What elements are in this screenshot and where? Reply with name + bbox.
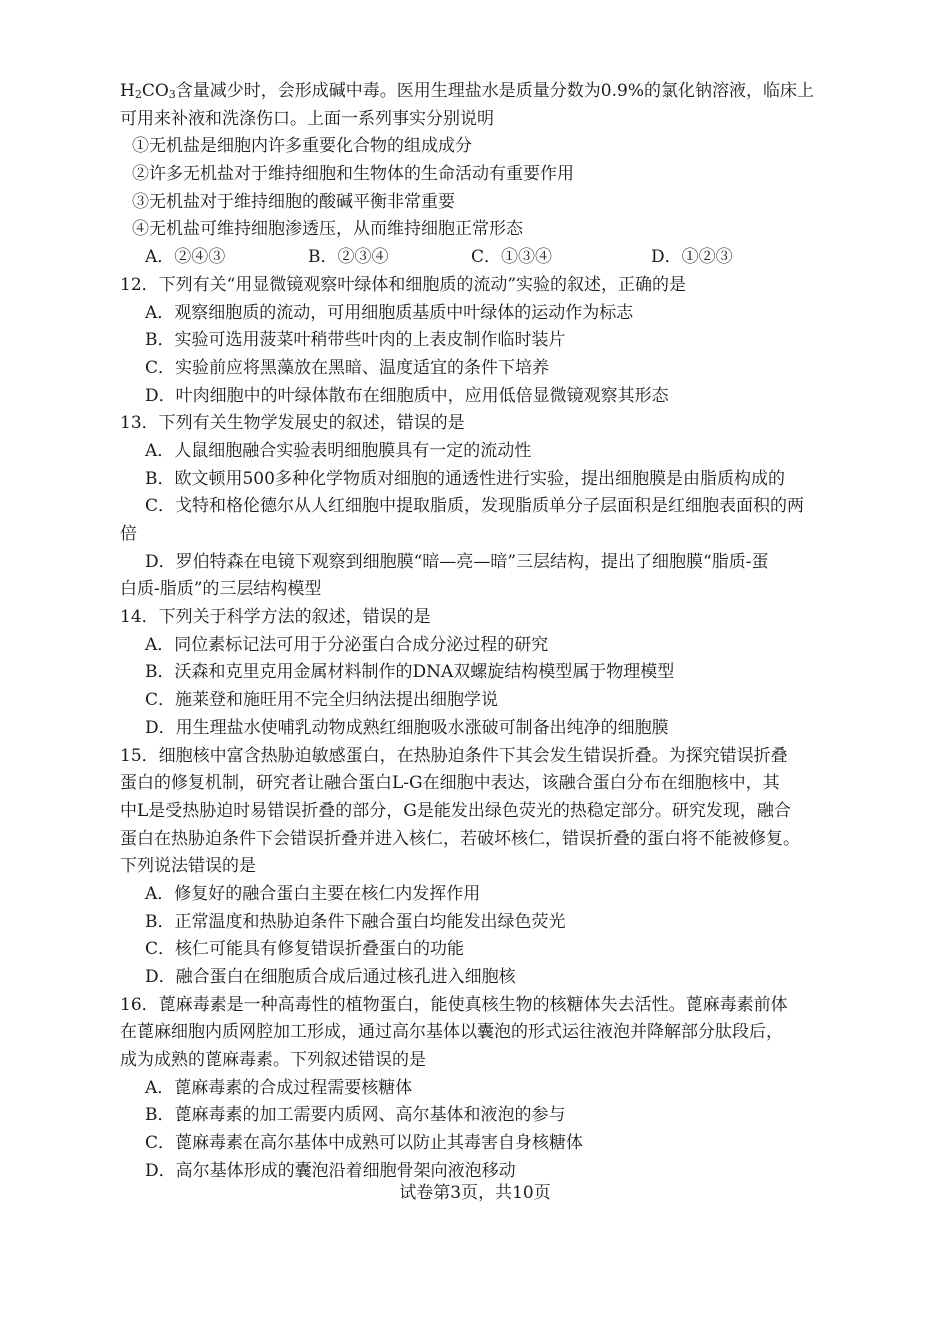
q14-stem: 14．下列关于科学方法的叙述，错误的是 [120,607,431,628]
statement-1: ①无机盐是细胞内许多重要化合物的组成成分 [132,136,472,157]
intro-line-2: 可用来补液和洗涤伤口。上面一系列事实分别说明 [120,108,494,129]
q15-stem-line-1: 15．细胞核中富含热胁迫敏感蛋白，在热胁迫条件下其会发生错误折叠。为探究错误折叠 [120,745,788,766]
choice-d: D．①②③ [651,247,733,268]
choice-b: B．②③④ [308,247,389,268]
q15-option-c: C．核仁可能具有修复错误折叠蛋白的功能 [145,939,465,960]
intro-line-1 [120,78,840,106]
q15-stem-line-3: 中L是受热胁迫时易错误折叠的部分，G是能发出绿色荧光的热稳定部分。研究发现，融合 [120,800,791,821]
q13-option-d-line-2: 白质-脂质”的三层结构模型 [120,579,322,600]
q13-stem: 13．下列有关生物学发展史的叙述，错误的是 [120,413,465,434]
q13-option-b: B．欧文顿用500多种化学物质对细胞的通透性进行实验，提出细胞膜是由脂质构成的 [145,468,785,489]
q13-option-d-line-1: D．罗伯特森在电镜下观察到细胞膜“暗—亮—暗”三层结构，提出了细胞膜“脂质-蛋 [145,551,769,572]
q15-option-b: B．正常温度和热胁迫条件下融合蛋白均能发出绿色荧光 [145,911,566,932]
q16-option-c: C．蓖麻毒素在高尔基体中成熟可以防止其毒害自身核糖体 [145,1133,584,1154]
chem-subscript-3: 3 [168,88,176,101]
q14-option-a: A．同位素标记法可用于分泌蛋白合成分泌过程的研究 [145,634,549,655]
statement-2: ②许多无机盐对于维持细胞和生物体的生命活动有重要作用 [132,164,574,185]
q16-option-a: A．蓖麻毒素的合成过程需要核糖体 [145,1077,413,1098]
q14-option-d: D．用生理盐水使哺乳动物成熟红细胞吸水涨破可制备出纯净的细胞膜 [145,717,669,738]
q12-stem: 12．下列有关“用显微镜观察叶绿体和细胞质的流动”实验的叙述，正确的是 [120,274,687,295]
q15-stem-line-2: 蛋白的修复机制，研究者让融合蛋白L-G在细胞中表达，该融合蛋白分布在细胞核中，其 [120,773,780,794]
chem-formula-h: H [120,81,135,101]
page-footer: 试卷第3页，共10页 [399,1183,551,1203]
q16-stem-line-1: 16．蓖麻毒素是一种高毒性的植物蛋白，能使真核生物的核糖体失去活性。蓖麻毒素前体 [120,994,788,1015]
q15-stem-line-4: 蛋白在热胁迫条件下会错误折叠并进入核仁，若破坏核仁，错误折叠的蛋白将不能被修复。 [120,828,800,849]
q12-option-b: B．实验可选用菠菜叶稍带些叶肉的上表皮制作临时装片 [145,330,566,351]
q12-option-c: C．实验前应将黑藻放在黑暗、温度适宜的条件下培养 [145,357,550,378]
page-content [120,78,840,1186]
q15-option-a: A．修复好的融合蛋白主要在核仁内发挥作用 [145,883,481,904]
choice-c: C．①③④ [471,247,553,268]
chem-formula-co: CO [141,81,169,101]
q12-option-a: A．观察细胞质的流动，可用细胞质基质中叶绿体的运动作为标志 [145,302,634,323]
q14-option-c: C．施莱登和施旺用不完全归纳法提出细胞学说 [145,690,499,711]
q16-stem-line-3: 成为成熟的蓖麻毒素。下列叙述错误的是 [120,1050,426,1071]
q15-option-d: D．融合蛋白在细胞质合成后通过核孔进入细胞核 [145,967,516,987]
statement-3: ③无机盐对于维持细胞的酸碱平衡非常重要 [132,191,455,212]
q11-choices [120,244,840,272]
intro-text: 含量减少时，会形成碱中毒。医用生理盐水是质量分数为0.9%的氯化钠溶液，临床上 [175,81,814,101]
q14-option-b: B．沃森和克里克用金属材料制作的DNA双螺旋结构模型属于物理模型 [145,662,675,683]
q16-stem-line-2: 在蓖麻细胞内质网腔加工形成，通过高尔基体以囊泡的形式运往液泡并降解部分肽段后， [120,1022,783,1043]
q16-option-b: B．蓖麻毒素的加工需要内质网、高尔基体和液泡的参与 [145,1105,566,1126]
q16-option-d: D．高尔基体形成的囊泡沿着细胞骨架向液泡移动 [145,1160,516,1181]
q13-option-a: A．人鼠细胞融合实验表明细胞膜具有一定的流动性 [145,440,532,461]
q13-option-c-line-2: 倍 [120,524,137,544]
statement-4: ④无机盐可维持细胞渗透压，从而维持细胞正常形态 [132,219,523,240]
choice-a: A．②④③ [145,247,226,268]
chem-subscript-2: 2 [134,88,142,101]
q13-option-c-line-1: C．戈特和格伦德尔从人红细胞中提取脂质，发现脂质单分子层面积是红细胞表面积的两 [145,496,805,517]
q12-option-d: D．叶肉细胞中的叶绿体散布在细胞质中，应用低倍显微镜观察其形态 [145,385,669,406]
q15-stem-line-5: 下列说法错误的是 [120,856,256,877]
